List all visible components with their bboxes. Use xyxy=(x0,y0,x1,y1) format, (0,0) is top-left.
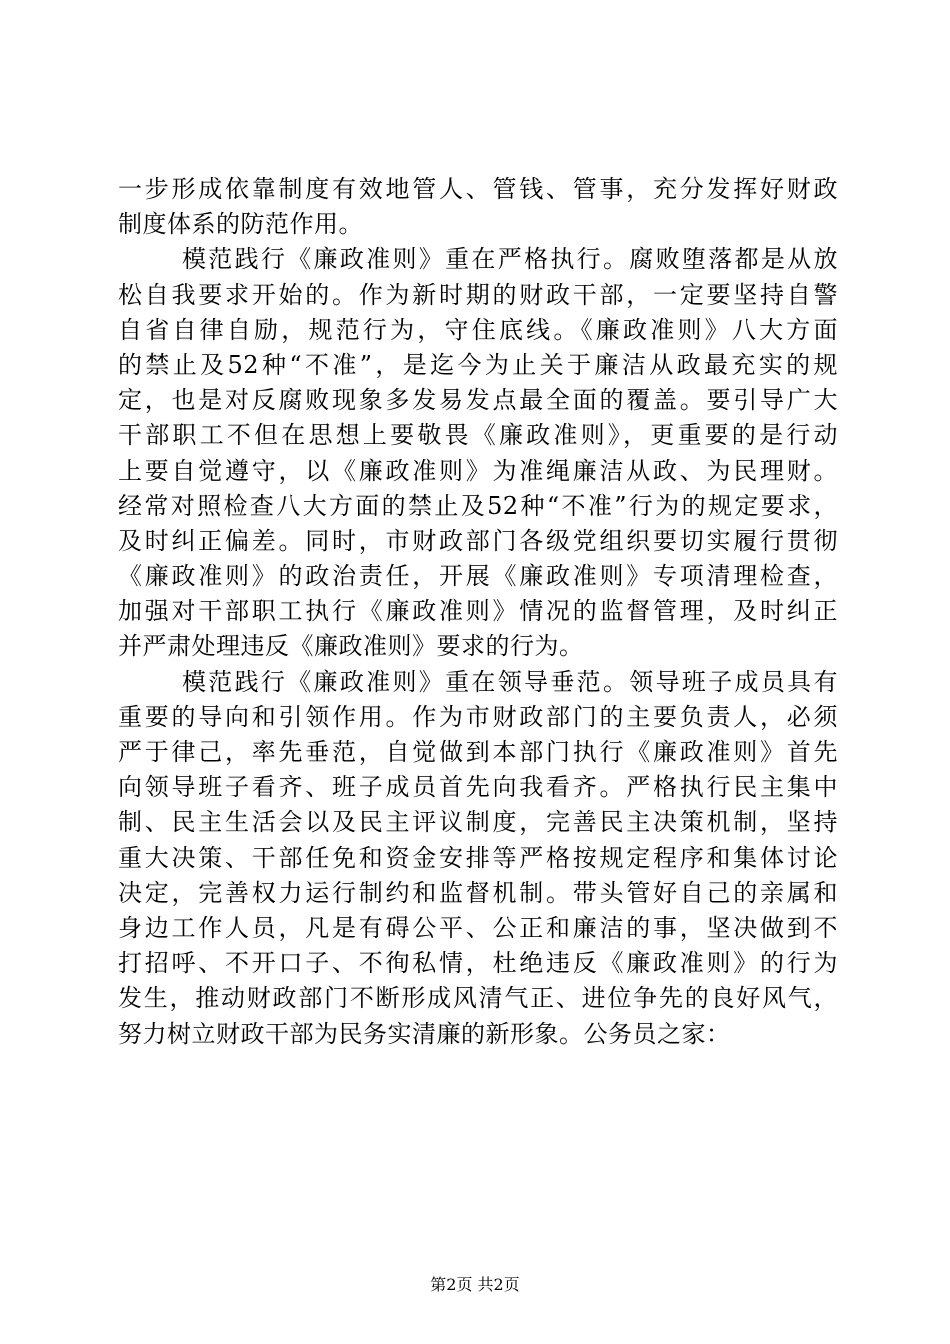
text-line: 决定，完善权力运行制约和监督机制。带头管好自己的亲属和 xyxy=(118,878,838,907)
text-line: 经常对照检查八大方面的禁止及52种“不准”行为的规定要求， xyxy=(118,491,838,520)
text-line: 《廉政准则》的政治责任，开展《廉政准则》专项清理检查， xyxy=(118,562,838,591)
text-line: 打招呼、不开口子、不徇私情，杜绝违反《廉政准则》的行为 xyxy=(118,949,838,978)
text-line: 及时纠正偏差。同时，市财政部门各级党组织要切实履行贯彻 xyxy=(118,526,838,555)
text-line: 的禁止及52种“不准”，是迄今为止关于廉洁从政最充实的规 xyxy=(118,350,838,379)
text-line: 定，也是对反腐败现象多发易发点最全面的覆盖。要引导广大 xyxy=(118,386,838,415)
text-line: 严于律己，率先垂范，自觉做到本部门执行《廉政准则》首先 xyxy=(118,738,838,766)
text-line: 努力树立财政干部为民务实清廉的新形象。公务员之家： xyxy=(118,1019,731,1048)
page-footer: 第2页 共2页 xyxy=(430,1275,520,1294)
text-line: 重大决策、干部任免和资金安排等严格按规定程序和集体讨论 xyxy=(118,843,838,872)
text-line: 模范践行《廉政准则》重在领导垂范。领导班子成员具有 xyxy=(182,667,838,696)
text-line: 重要的导向和引领作用。作为市财政部门的主要负责人，必须 xyxy=(118,702,838,731)
text-line: 身边工作人员，凡是有碍公平、公正和廉洁的事，坚决做到不 xyxy=(118,913,838,942)
text-line: 自省自律自励，规范行为，守住底线。《廉政准则》八大方面 xyxy=(118,315,838,344)
text-line: 松自我要求开始的。作为新时期的财政干部，一定要坚持自警 xyxy=(118,280,838,309)
paragraph xyxy=(118,242,838,664)
document-body xyxy=(118,172,838,1052)
text-line: 加强对干部职工执行《廉政准则》情况的监督管理，及时纠正 xyxy=(118,597,838,626)
text-line: 上要自觉遵守，以《廉政准则》为准绳廉洁从政、为民理财。 xyxy=(118,456,838,485)
text-line: 制度体系的防范作用。 xyxy=(118,210,363,239)
paragraph xyxy=(118,172,838,242)
text-line: 发生，推动财政部门不断形成风清气正、进位争先的良好风气， xyxy=(118,984,838,1013)
text-line: 向领导班子看齐、班子成员首先向我看齐。严格执行民主集中 xyxy=(118,773,838,802)
paragraph xyxy=(118,665,838,1052)
text-line: 一步形成依靠制度有效地管人、管钱、管事，充分发挥好财政 xyxy=(118,175,838,203)
text-line: 干部职工不但在思想上要敬畏《廉政准则》，更重要的是行动 xyxy=(118,421,838,450)
text-line: 模范践行《廉政准则》重在严格执行。腐败堕落都是从放 xyxy=(182,245,838,274)
text-line: 并严肃处理违反《廉政准则》要求的行为。 xyxy=(118,632,584,661)
text-line: 制、民主生活会以及民主评议制度，完善民主决策机制，坚持 xyxy=(118,808,838,837)
